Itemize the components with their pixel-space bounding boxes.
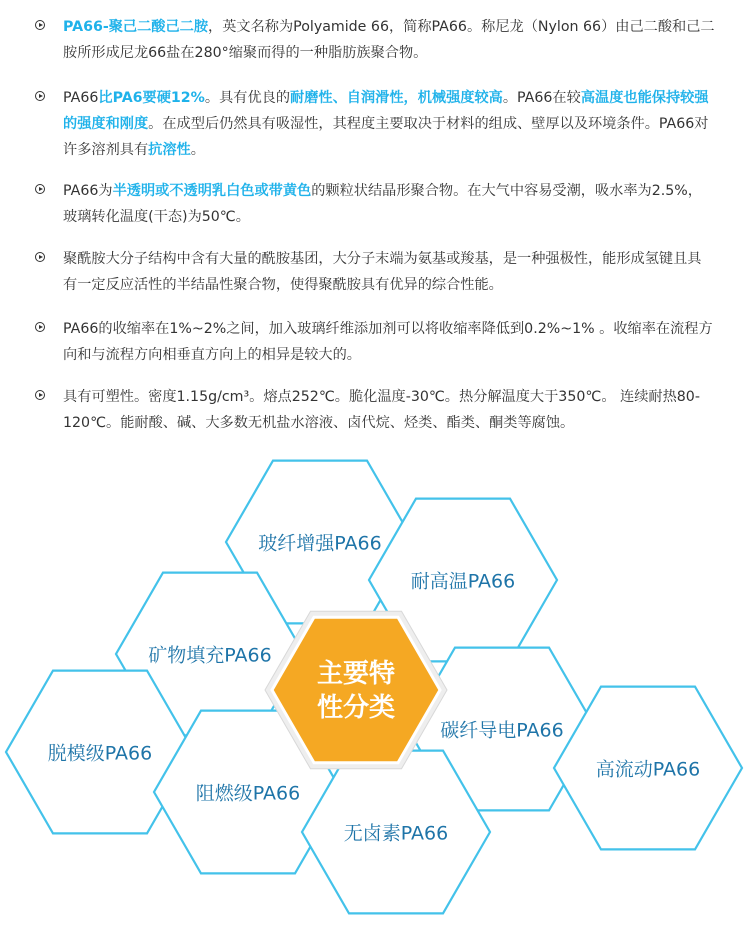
highlight-text: 高温度也能保持较强的强度和刚度 bbox=[63, 90, 709, 132]
hexagon-label: 无卤素PA66 bbox=[343, 822, 449, 845]
highlight-text: PA66-聚己二酸己二胺 bbox=[63, 19, 209, 35]
body-text: 具有可塑性。密度1.15g/cm³。熔点252℃。脆化温度-30℃。热分解温度大于350℃。 连续耐热80-120℃。能耐酸、碱、大多数无机盐水溶液、卤代烷、烃类、酯类、酮类等腐蚀。 bbox=[63, 389, 700, 431]
hexagon-label: 耐高温PA66 bbox=[410, 570, 516, 593]
body-text: ，英文名称为Polyamide 66，简称PA66。称尼龙（Nylon 66）由己二酸和己二胺所形成尼龙66盐在280°缩聚而得的一种脂肪族聚合物。 bbox=[63, 19, 715, 61]
body-text: PA66 bbox=[63, 90, 99, 106]
highlight-text: 耐磨性、自润滑性，机械强度较高 bbox=[290, 90, 503, 106]
highlight-text: 抗溶性 bbox=[148, 142, 191, 158]
center-title-line-1: 主要特 bbox=[316, 659, 396, 689]
body-text: 聚酰胺大分子结构中含有大量的酰胺基团，大分子末端为氨基或羧基，是一种强极性，能形成氢键且具有一定反应活性的半结晶性聚合物，使得聚酰胺具有优异的综合性能。 bbox=[63, 251, 702, 293]
body-text: PA66为 bbox=[63, 183, 113, 199]
body-text: 。PA66在较 bbox=[502, 90, 581, 106]
highlight-text: 比PA6要硬12% bbox=[98, 90, 205, 106]
hexagon-label: 脱模级PA66 bbox=[47, 742, 153, 765]
highlight-text: 半透明或不透明乳白色或带黄色 bbox=[112, 183, 312, 199]
hexagon-label: 阻燃级PA66 bbox=[195, 782, 301, 805]
center-title-line-2: 性分类 bbox=[316, 693, 396, 723]
hexagon-label: 玻纤增强PA66 bbox=[258, 532, 382, 555]
body-text: 。具有优良的 bbox=[204, 90, 291, 106]
body-text: 。在成型后仍然具有吸湿性，其程度主要取决于材料的组成、壁厚以及环境条件。PA66对许多溶剂具有 bbox=[63, 116, 709, 158]
body-text: 。 bbox=[190, 142, 205, 158]
hexagon-label: 矿物填充PA66 bbox=[148, 644, 272, 667]
hexagon-label: 碳纤导电PA66 bbox=[440, 719, 564, 742]
hexagon-label: 高流动PA66 bbox=[595, 758, 701, 781]
body-text: PA66的收缩率在1%~2%之间，加入玻璃纤维添加剂可以将收缩率降低到0.2%~1% 。收缩率在流程方向和与流程方向相垂直方向上的相异是较大的。 bbox=[63, 321, 713, 363]
body-text: 的颗粒状结晶形聚合物。在大气中容易受潮，吸水率为2.5%，玻璃转化温度(干态)为50℃。 bbox=[63, 183, 702, 225]
